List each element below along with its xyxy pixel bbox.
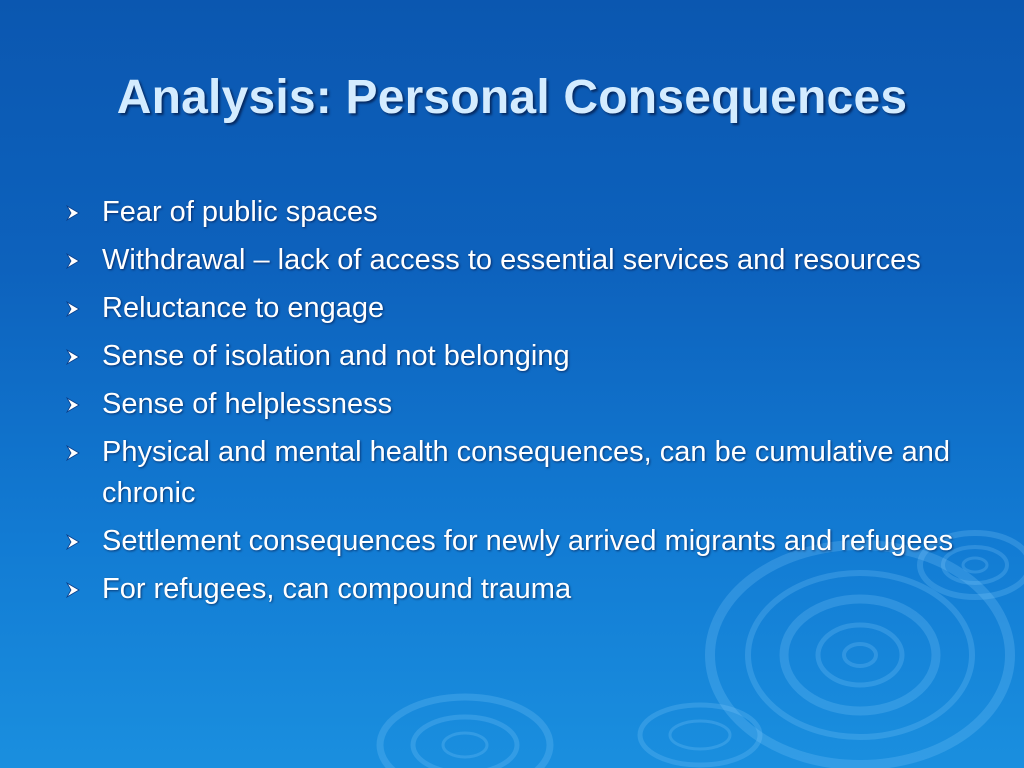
chevron-arrow-icon: [64, 581, 82, 599]
chevron-arrow-icon: [64, 204, 82, 222]
bullet-text: For refugees, can compound trauma: [102, 573, 572, 605]
chevron-arrow-icon: [64, 300, 82, 318]
bullet-item: [62, 521, 982, 562]
bullet-item: [62, 384, 982, 425]
slide-title: Analysis: Personal Consequences: [116, 71, 908, 124]
bullet-item: [62, 432, 982, 514]
bullet-item: [62, 288, 982, 329]
bullet-text: Withdrawal – lack of access to essential services and resources: [102, 244, 921, 276]
chevron-arrow-icon: [64, 252, 82, 270]
bullet-item: [62, 569, 982, 610]
chevron-arrow-icon: [64, 444, 82, 462]
bullet-text: Physical and mental health consequences, can be cumulative and chronic: [102, 436, 950, 509]
bullet-text: Sense of helplessness: [102, 388, 393, 420]
chevron-arrow-icon: [64, 533, 82, 551]
chevron-arrow-icon: [64, 396, 82, 414]
chevron-arrow-icon: [64, 348, 82, 366]
bullet-item: [62, 192, 982, 233]
bullet-item: [62, 240, 982, 281]
bullet-text: Settlement consequences for newly arrived migrants and refugees: [102, 525, 954, 557]
bullet-item: [62, 336, 982, 377]
bullet-text: Fear of public spaces: [102, 196, 378, 228]
bullet-list: [62, 192, 982, 617]
bullet-text: Reluctance to engage: [102, 292, 385, 324]
bullet-text: Sense of isolation and not belonging: [102, 340, 570, 372]
